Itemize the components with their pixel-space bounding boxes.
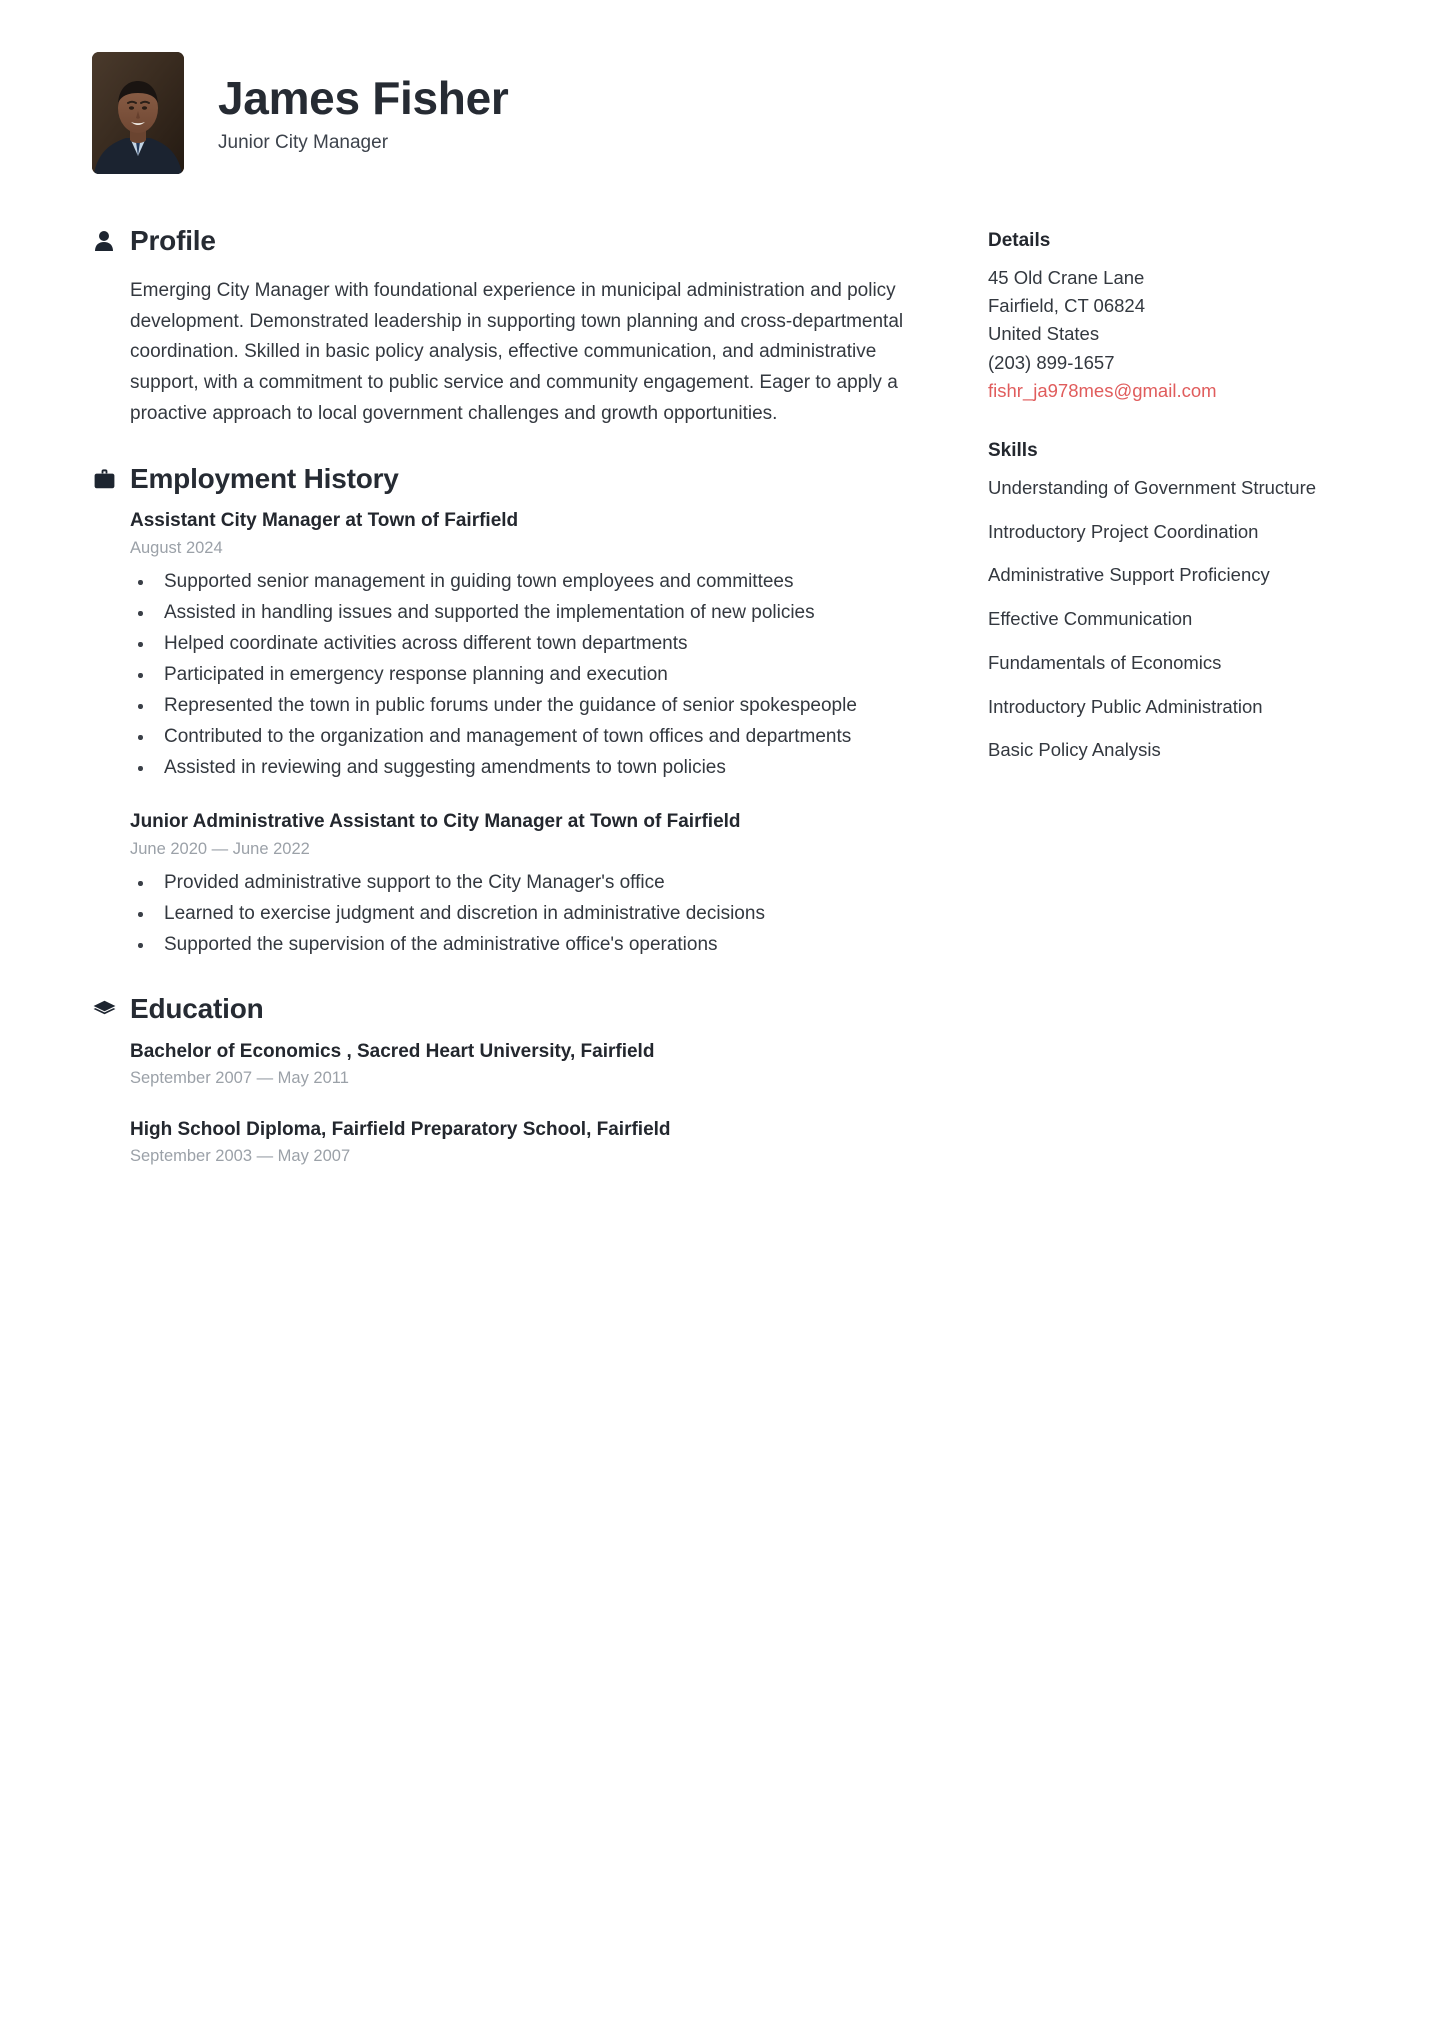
section-profile	[92, 226, 922, 430]
section-employment	[92, 464, 922, 960]
briefcase-icon	[92, 466, 116, 492]
detail-phone[interactable]: (203) 899-1657	[988, 351, 1115, 373]
sidebar-skills-title: Skills	[988, 440, 1038, 462]
education-entry	[130, 1039, 922, 1091]
skill-item: Understanding of Government Structure	[988, 476, 1317, 498]
list-item: Participated in emergency response planning and execution	[130, 660, 922, 690]
section-employment-title: Employment History	[130, 462, 399, 494]
education-entry-date: September 2003 — May 2007	[130, 1147, 351, 1166]
main-column	[92, 226, 922, 1202]
detail-email[interactable]: fishr_ja978mes@gmail.com	[988, 379, 1217, 401]
list-item: Learned to exercise judgment and discretion in administrative decisions	[130, 899, 922, 929]
employment-entry-date: August 2024	[130, 539, 223, 558]
list-item: Supported the supervision of the administrative office's operations	[130, 930, 922, 960]
section-profile-header	[92, 226, 922, 257]
section-education	[92, 994, 922, 1168]
education-entry-title: High School Diploma, Fairfield Preparatory School, Fairfield	[130, 1118, 671, 1140]
avatar	[92, 52, 184, 174]
skill-item: Administrative Support Proficiency	[988, 564, 1270, 586]
employment-entry-title: Assistant City Manager at Town of Fairfield	[130, 510, 519, 532]
employment-entry-bullets	[130, 868, 922, 960]
list-item: Assisted in handling issues and supported the implementation of new policies	[130, 598, 922, 628]
sidebar-column	[988, 226, 1318, 798]
skill-item: Basic Policy Analysis	[988, 739, 1161, 761]
section-employment-header	[92, 464, 922, 495]
education-entry-title: Bachelor of Economics , Sacred Heart University, Fairfield	[130, 1040, 655, 1062]
skill-item: Effective Communication	[988, 608, 1193, 630]
list-item: Supported senior management in guiding town employees and committees	[130, 567, 922, 597]
section-profile-title: Profile	[130, 225, 216, 256]
section-education-header	[92, 994, 922, 1025]
person-icon	[92, 228, 116, 254]
list-item: Helped coordinate activities across different town departments	[130, 629, 922, 659]
graduation-cap-icon	[92, 996, 116, 1022]
employment-entry	[130, 508, 922, 783]
section-education-body	[92, 1039, 922, 1168]
education-entry	[130, 1117, 922, 1169]
content-columns	[92, 226, 1348, 1202]
identity-block	[218, 71, 508, 155]
employment-entry-title: Junior Administrative Assistant to City Manager at Town of Fairfield	[130, 811, 741, 833]
job-title: Junior City Manager	[218, 132, 389, 154]
portrait-photo-icon	[92, 52, 184, 174]
sidebar-skills-block	[988, 439, 1318, 764]
detail-address-line-1: 45 Old Crane Lane	[988, 266, 1145, 288]
sidebar-details-title: Details	[988, 230, 1051, 251]
detail-country: United States	[988, 323, 1100, 345]
employment-entry-bullets	[130, 567, 922, 783]
sidebar-details-block	[988, 229, 1318, 405]
list-item: Provided administrative support to the City Manager's office	[130, 868, 922, 898]
section-profile-body	[92, 276, 922, 430]
employment-entry-date: June 2020 — June 2022	[130, 839, 310, 858]
profile-text: Emerging City Manager with foundational experience in municipal administration and policy development. Demonstrated leadership in supporting town planning and cross-departmental coordination. Skilled in basic policy analysis, effective communication, and administrative support, with a commitment to public service and community engagement. Eager to apply a proactive approach to local government challenges and growth opportunities.	[130, 279, 904, 424]
education-entry-date: September 2007 — May 2011	[130, 1069, 349, 1088]
resume-header	[92, 52, 1348, 174]
employment-entry	[130, 809, 922, 960]
section-employment-body	[92, 508, 922, 960]
list-item: Contributed to the organization and management of town offices and departments	[130, 722, 922, 752]
section-education-title: Education	[130, 993, 264, 1025]
skill-item: Introductory Public Administration	[988, 695, 1263, 717]
skill-item: Introductory Project Coordination	[988, 520, 1259, 542]
list-item: Represented the town in public forums under the guidance of senior spokespeople	[130, 691, 922, 721]
detail-address-line-2: Fairfield, CT 06824	[988, 294, 1145, 316]
list-item: Assisted in reviewing and suggesting amendments to town policies	[130, 753, 922, 783]
page-title: James Fisher	[218, 72, 509, 125]
skill-item: Fundamentals of Economics	[988, 651, 1222, 673]
